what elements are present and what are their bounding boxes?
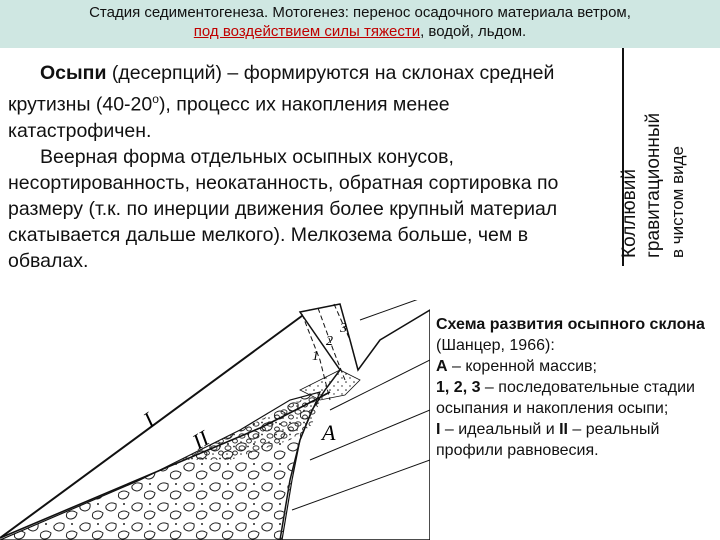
header-line-1: Стадия седиментогенеза. Мотогенез: перенос осадочного материала ветром, [89,4,631,21]
caption-stages-key: 1, 2, 3 [436,379,481,396]
caption-i-key: I [436,421,441,438]
p1-text: (десерпций) – формируются на склонах средней крутизны (40-20 [8,62,555,116]
diagram-caption [436,314,718,461]
slide-header [0,0,720,48]
caption-ii-text: – реальный профили равновесия. [436,421,660,459]
caption-stages-line [436,377,718,419]
side-label-line-1: Коллювий [619,169,640,258]
caption-a-key: А [436,358,448,375]
side-label-line-2: гравитационный [643,112,664,258]
p1-rest: ), процесс их накопления менее катастрофичен. [8,93,450,142]
caption-ii-key: II [559,421,568,438]
caption-a-text: – коренной массив; [447,358,597,375]
header-line-2 [0,22,720,41]
term-screes: Осыпи [40,62,107,84]
caption-title: Схема развития осыпного склона [436,316,705,333]
caption-profiles-line [436,419,718,461]
label-I: I [138,407,159,433]
side-label [618,48,690,258]
label-II: II [188,425,214,455]
label-2: 2 [326,334,333,349]
main-text [8,60,588,274]
degree-mark: о [152,92,159,106]
caption-i-mid: – идеальный и [440,421,560,438]
side-label-line-3: в чистом виде [668,146,687,258]
scree-slope-diagram [0,300,430,540]
paragraph-2: Веерная форма отдельных осыпных конусов, несортированность, неокатанность, обратная сортировка по размеру (т.к. по инерции движения более крупный материал скатывается дальше мелкого). Мелкозема больше, чем в обвалах. [8,145,559,272]
caption-source: (Шанцер, 1966): [436,337,555,354]
label-A: A [322,420,336,445]
header-line-2-rest: , водой, льдом. [420,23,527,40]
caption-stages-text: – последовательные стадии осыпания и накопления осыпи; [436,379,695,417]
paragraph-1 [8,60,588,144]
label-3: 3 [340,321,347,336]
caption-title-line [436,314,718,356]
header-highlight: под воздействием силы тяжести [193,23,421,40]
caption-a-line [436,356,718,377]
label-1: 1 [312,349,319,364]
